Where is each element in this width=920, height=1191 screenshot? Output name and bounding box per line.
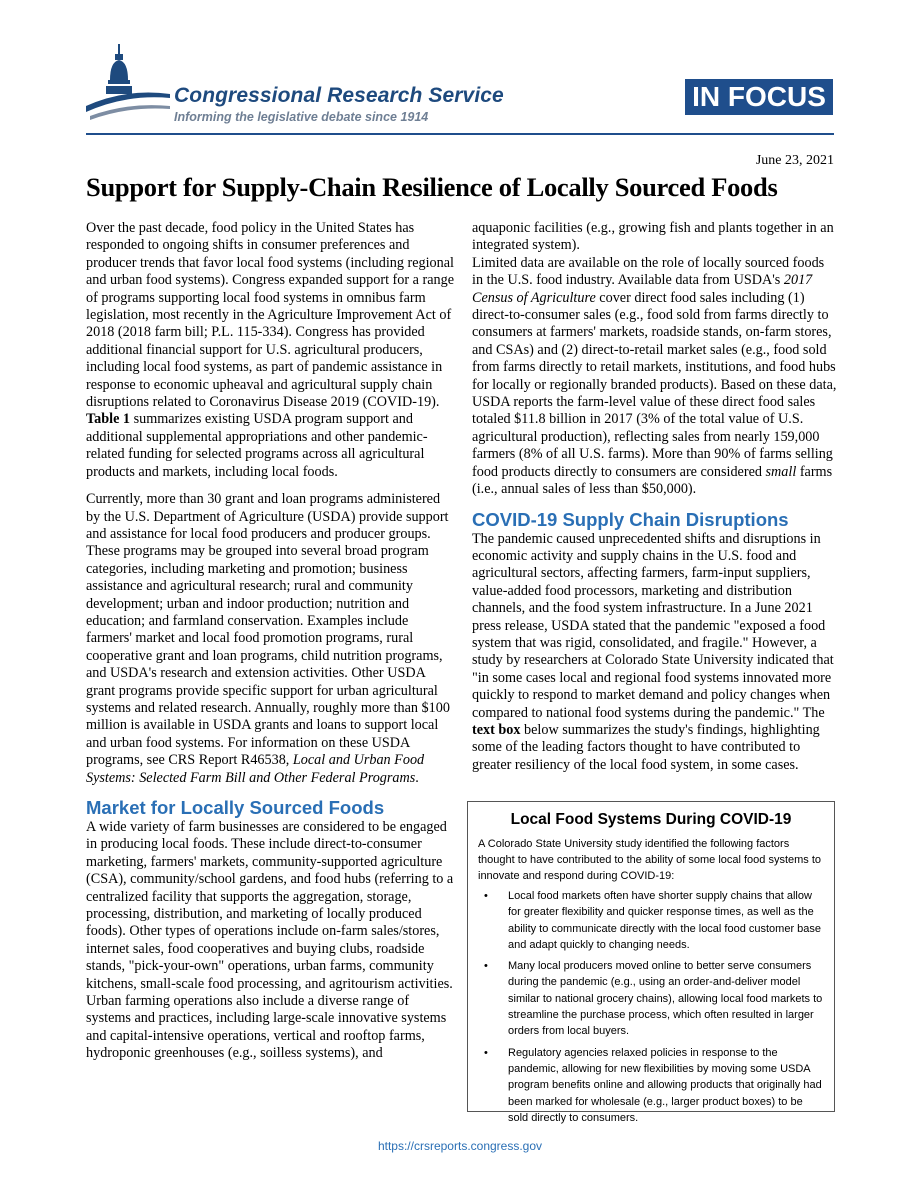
list-item	[478, 958, 824, 1039]
intro-text-end: summarizes existing USDA program support and additional supplemental appropriations and other pandemic-related funding for selected programs across all agricultural products and markets, including local foods.	[86, 411, 428, 480]
market-paragraph: A wide variety of farm businesses are considered to be engaged in producing local foods. These include direct-to-consumer marketing, farmers' markets, community-supported agriculture (CSA), community/school gardens, and food hubs (referring to a centralized facility that supports the aggregation, storage, processing, distribution, and marketing of locally produced foods). Other types of operations include on-farm sales/stores, internet sales, food cooperatives and buying clubs, roadside stands, "pick-your-own" operations, urban farms, community kitchens, small-scale food processing, and agritourism activities. Urban farming operations also include a diverse range of systems and practices, including large-scale innovative systems and capital-intensive operations, vertical and rooftop farms, hydroponic greenhouses (e.g., soilless systems), and	[86, 819, 454, 1062]
left-column	[86, 220, 456, 1063]
report-title-link[interactable]: Local and Urban Food Systems: Selected Farm Bill and Other Federal Programs	[86, 752, 425, 786]
report-date: June 23, 2021	[755, 153, 834, 168]
intro-paragraph	[86, 220, 456, 481]
capitol-dome-icon	[86, 40, 170, 124]
section-heading-market: Market for Locally Sourced Foods	[86, 797, 385, 818]
intro-text: Over the past decade, food policy in the United States has responded to ongoing shifts in consumer preferences and producer trends that favor local food systems (including regional and urban food systems). Congress expanded support for a range of programs supporting local food systems in omnibus farm legislation, most recently in the Agriculture Improvement Act of 2018 (2018 farm bill; P.L. 115-334). Congress has provided additional financial support for U.S. agricultural producers, including local food systems, as part of pandemic assistance in response to economic upheaval and agricultural supply chain disruptions related to Coronavirus Disease 2019 (COVID-19).	[86, 220, 454, 411]
page-title: Support for Supply-Chain Resilience of Locally Sourced Foods	[86, 172, 778, 202]
section-heading-covid: COVID-19 Supply Chain Disruptions	[472, 508, 789, 530]
census-paragraph	[472, 255, 838, 499]
list-item	[478, 888, 824, 953]
text-box-list	[478, 888, 824, 1126]
list-item	[478, 1045, 824, 1126]
census-title: 2017 Census of Agriculture	[472, 272, 813, 306]
covid-text-end: below summarizes the study's findings, highlighting some of the leading factors thought to have contributed to greater resiliency of the local food system, in some cases.	[472, 721, 820, 773]
report-header	[0, 0, 920, 140]
text-box-reference: text box	[472, 721, 521, 738]
list-item-text: Many local producers moved online to better serve consumers during the pandemic (e.g., using an order-and-deliver model similar to national grocery chains), allowing local food markets to streamline the purchase process, which often resulted in larger orders from local buyers.	[508, 960, 823, 1038]
list-item-text: Local food markets often have shorter supply chains that allow for greater flexibility and quicker response times, as well as the ability to communicate directly with the local food customer base and adapt quickly to changing needs.	[508, 890, 822, 951]
programs-paragraph	[86, 491, 456, 787]
census-text-end: farms (i.e., annual sales of less than $50,000).	[472, 463, 833, 498]
bullet-icon: •	[484, 890, 488, 902]
programs-text: Currently, more than 30 grant and loan programs administered by the U.S. Department of Agriculture (USDA) provide support and assistance for local food producers and producer groups. These programs may be grouped into several broad program categories, including marketing and promotion; business assistance and agricultural research; rural and community development; urban and indoor production; nutrition and education; and farmland conservation. Examples include farmers' market and local food promotion programs, rural cooperative grant and loan programs, child nutrition programs, and USDA's research and extension activities. Other USDA grant programs provide specific support for urban agricultural systems and related research. Annually, roughly more than $100 million is available in USDA grants and loans to support local and urban food systems. For information on these USDA programs, see CRS Report R46538,	[86, 491, 450, 769]
footer-url[interactable]: https://crsreports.congress.gov	[377, 1139, 543, 1153]
header-divider	[86, 133, 834, 135]
small-term: small	[765, 463, 797, 480]
text-box-intro: A Colorado State University study identified the following factors thought to have contributed to the ability of some local food systems to innovate and respond during COVID-19:	[478, 838, 822, 882]
right-column	[472, 220, 838, 774]
covid-text: The pandemic caused unprecedented shifts and disruptions in economic activity and supply chains in the U.S. food and agricultural sectors, affecting farmers, farm-input suppliers, value-added food processors, marketing and distribution channels, and the food system infrastructure. In a June 2021 press release, USDA stated that the pandemic "exposed a food system that was rigid, consolidated, and fragile." However, a study by researchers at Colorado State University indicated that "in some cases local and regional food systems innovated more quickly to respond to market demand and policy changes when compared to national food systems during the pandemic." The	[472, 530, 834, 721]
census-text-mid: cover direct food sales including (1) direct-to-consumer sales (e.g., food sold from farms directly to consumers at farmers' markets, roadside stands, on-farm stores, and CSAs) and (2) direct-to-retail market sales (e.g., food sold from farms directly to retail markets, institutions, and food hubs for locally or regionally branded products). Based on these data, USDA reports the farm-level value of these direct food sales totaled $11.8 billion in 2017 (3% of the total value of U.S. agricultural production), reflecting sales from nearly 159,000 farmers (8% of all U.S. farms). More than 90% of farms selling food products directly to consumers are considered	[472, 289, 837, 480]
list-item-text: Regulatory agencies relaxed policies in response to the pandemic, allowing for new flexibilities by moving some USDA program benefits online and allowing products that originally had been marked for wholesale (e.g., larger product boxes) to be sold directly to consumers.	[508, 1046, 822, 1124]
org-name: Congressional Research Service	[174, 84, 504, 107]
aquaponic-paragraph: aquaponic facilities (e.g., growing fish and plants together in an integrated system).	[472, 220, 834, 254]
org-tagline: Informing the legislative debate since 1914	[174, 110, 429, 124]
text-box-title: Local Food Systems During COVID-19	[510, 811, 792, 828]
bullet-icon: •	[484, 1046, 488, 1059]
table-reference: Table 1	[86, 411, 131, 428]
in-focus-badge: IN FOCUS	[685, 79, 833, 115]
census-text: Limited data are available on the role of locally sourced foods in the U.S. food industry. Available data from USDA's	[472, 254, 825, 289]
programs-text-end: .	[415, 769, 419, 786]
covid-paragraph	[472, 531, 838, 775]
bullet-icon: •	[484, 960, 488, 973]
text-box	[467, 801, 835, 1124]
